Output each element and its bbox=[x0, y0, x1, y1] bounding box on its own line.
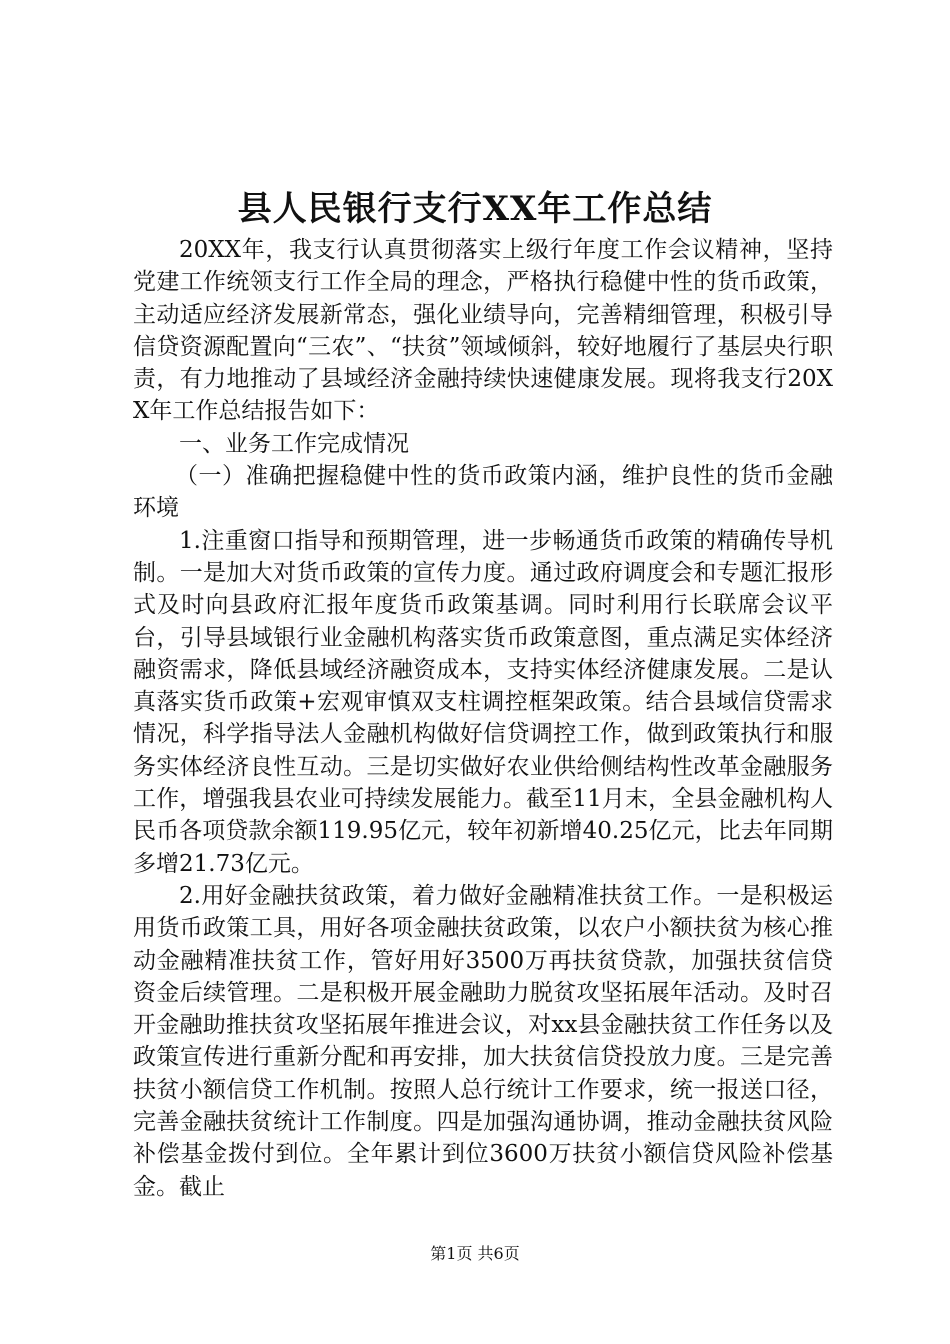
body-paragraph-2: 2.用好金融扶贫政策，着力做好金融精准扶贫工作。一是积极运用货币政策工具，用好各项金融扶贫政策，以农户小额扶贫为核心推动金融精准扶贫工作，管好用好3500万再扶贫贷款，加强扶贫信贷资金后续管理。二是积极开展金融助力脱贫攻坚拓展年活动。及时召开金融助推扶贫攻坚拓展年推进会议，对xx县金融扶贫工作任务以及政策宣传进行重新分配和再安排，加大扶贫信贷投放力度。三是完善扶贫小额信贷工作机制。按照人总行统计工作要求，统一报送口径，完善金融扶贫统计工作制度。四是加强沟通协调，推动金融扶贫风险补偿基金拨付到位。全年累计到位3600万扶贫小额信贷风险补偿基金。截止 bbox=[133, 882, 833, 1200]
subsection-heading: （一）准确把握稳健中性的货币政策内涵，维护良性的货币金融环境 bbox=[133, 463, 833, 522]
document-title: 县人民银行支行XX年工作总结 bbox=[237, 189, 713, 229]
document-body bbox=[133, 234, 833, 1203]
page-number-footer: 第1页 共6页 bbox=[430, 1244, 520, 1263]
section-heading: 一、业务工作完成情况 bbox=[179, 430, 409, 457]
body-paragraph-1: 1.注重窗口指导和预期管理，进一步畅通货币政策的精确传导机制。一是加大对货币政策的宣传力度。通过政府调度会和专题汇报形式及时向县政府汇报年度货币政策基调。同时利用行长联席会议平台，引导县域银行业金融机构落实货币政策意图，重点满足实体经济融资需求，降低县域经济融资成本，支持实体经济健康发展。二是认真落实货币政策+宏观审慎双支柱调控框架政策。结合县域信贷需求情况，科学指导法人金融机构做好信贷调控工作，做到政策执行和服务实体经济良性互动。三是切实做好农业供给侧结构性改革金融服务工作，增强我县农业可持续发展能力。截至11月末，全县金融机构人民币各项贷款余额119.95亿元，较年初新增40.25亿元，比去年同期多增21.73亿元。 bbox=[133, 527, 833, 877]
intro-paragraph: 20XX年，我支行认真贯彻落实上级行年度工作会议精神，坚持党建工作统领支行工作全局的理念，严格执行稳健中性的货币政策，主动适应经济发展新常态，强化业绩导向，完善精细管理，积极引导信贷资源配置向“三农”、“扶贫”领域倾斜，较好地履行了基层央行职责，有力地推动了县域经济金融持续快速健康发展。现将我支行20XX年工作总结报告如下： bbox=[133, 237, 833, 425]
